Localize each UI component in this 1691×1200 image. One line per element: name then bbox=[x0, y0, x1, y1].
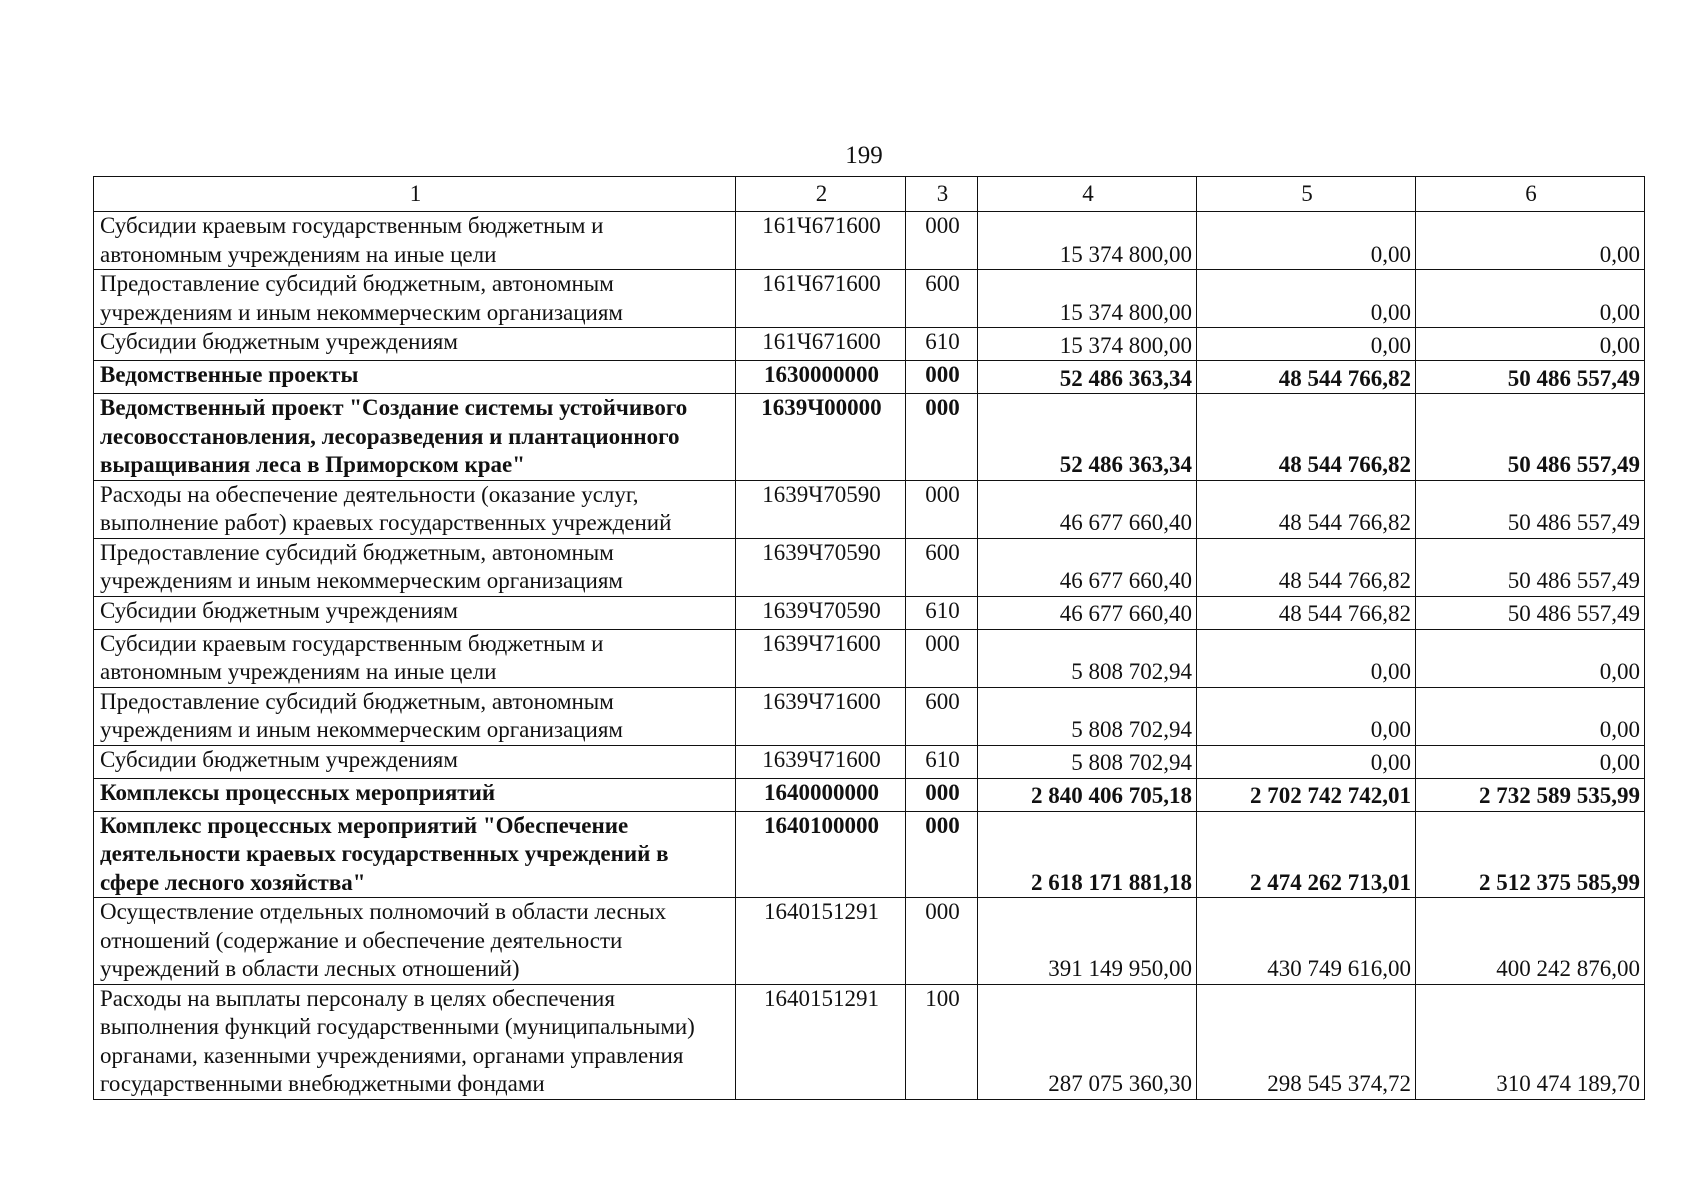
row-type-cell: 100 bbox=[906, 984, 978, 1099]
row-value-5-cell: 0,00 bbox=[1197, 629, 1416, 687]
row-type-cell: 000 bbox=[906, 898, 978, 985]
table-row bbox=[94, 270, 1645, 328]
row-value-4-cell: 5 808 702,94 bbox=[978, 687, 1197, 745]
table-row bbox=[94, 596, 1645, 629]
row-value-6-cell: 0,00 bbox=[1416, 328, 1645, 361]
row-value-6-cell: 50 486 557,49 bbox=[1416, 394, 1645, 481]
row-value-5-cell: 0,00 bbox=[1197, 270, 1416, 328]
row-value-4-cell: 2 840 406 705,18 bbox=[978, 778, 1197, 811]
row-value-4-cell: 287 075 360,30 bbox=[978, 984, 1197, 1099]
table-row bbox=[94, 984, 1645, 1099]
row-code-cell: 1640151291 bbox=[736, 984, 906, 1099]
row-name-cell: Осуществление отдельных полномочий в области лесных отношений (содержание и обеспечение деятельности учреждений в области лесных отношений) bbox=[94, 898, 736, 985]
row-code-cell: 1639Ч00000 bbox=[736, 394, 906, 481]
table-row bbox=[94, 778, 1645, 811]
budget-table bbox=[93, 176, 1645, 1100]
table-row bbox=[94, 538, 1645, 596]
row-type-cell: 000 bbox=[906, 480, 978, 538]
row-value-6-cell: 400 242 876,00 bbox=[1416, 898, 1645, 985]
row-name-cell: Субсидии бюджетным учреждениям bbox=[94, 745, 736, 778]
row-value-4-cell: 46 677 660,40 bbox=[978, 596, 1197, 629]
row-name-cell: Субсидии бюджетным учреждениям bbox=[94, 328, 736, 361]
row-value-4-cell: 15 374 800,00 bbox=[978, 328, 1197, 361]
row-type-cell: 610 bbox=[906, 596, 978, 629]
table-row bbox=[94, 328, 1645, 361]
row-value-4-cell: 52 486 363,34 bbox=[978, 394, 1197, 481]
row-name-cell: Расходы на обеспечение деятельности (оказание услуг, выполнение работ) краевых государственных учреждений bbox=[94, 480, 736, 538]
row-code-cell: 1640100000 bbox=[736, 811, 906, 898]
row-name-cell: Субсидии бюджетным учреждениям bbox=[94, 596, 736, 629]
row-name-cell: Комплексы процессных мероприятий bbox=[94, 778, 736, 811]
row-name-cell: Субсидии краевым государственным бюджетным и автономным учреждениям на иные цели bbox=[94, 212, 736, 270]
row-value-4-cell: 5 808 702,94 bbox=[978, 629, 1197, 687]
row-code-cell: 1640151291 bbox=[736, 898, 906, 985]
row-value-5-cell: 48 544 766,82 bbox=[1197, 480, 1416, 538]
row-value-5-cell: 0,00 bbox=[1197, 745, 1416, 778]
row-value-5-cell: 0,00 bbox=[1197, 687, 1416, 745]
row-name-cell: Субсидии краевым государственным бюджетным и автономным учреждениям на иные цели bbox=[94, 629, 736, 687]
row-code-cell: 1639Ч70590 bbox=[736, 538, 906, 596]
row-value-6-cell: 310 474 189,70 bbox=[1416, 984, 1645, 1099]
row-type-cell: 000 bbox=[906, 212, 978, 270]
row-code-cell: 161Ч671600 bbox=[736, 212, 906, 270]
row-type-cell: 600 bbox=[906, 270, 978, 328]
row-code-cell: 1639Ч71600 bbox=[736, 629, 906, 687]
header-cell-6: 6 bbox=[1416, 177, 1645, 212]
header-cell-5: 5 bbox=[1197, 177, 1416, 212]
row-value-5-cell: 48 544 766,82 bbox=[1197, 361, 1416, 394]
page-number: 199 bbox=[845, 142, 883, 169]
row-value-5-cell: 48 544 766,82 bbox=[1197, 538, 1416, 596]
row-type-cell: 000 bbox=[906, 361, 978, 394]
header-cell-1: 1 bbox=[94, 177, 736, 212]
row-type-cell: 000 bbox=[906, 394, 978, 481]
row-name-cell: Ведомственный проект "Создание системы устойчивого лесовосстановления, лесоразведения и плантационного выращивания леса в Приморском крае" bbox=[94, 394, 736, 481]
table-row bbox=[94, 480, 1645, 538]
table-header-row bbox=[94, 177, 1645, 212]
table-row bbox=[94, 394, 1645, 481]
row-value-6-cell: 0,00 bbox=[1416, 687, 1645, 745]
row-type-cell: 610 bbox=[906, 328, 978, 361]
row-type-cell: 600 bbox=[906, 687, 978, 745]
row-value-6-cell: 0,00 bbox=[1416, 629, 1645, 687]
row-code-cell: 161Ч671600 bbox=[736, 270, 906, 328]
row-code-cell: 1639Ч71600 bbox=[736, 687, 906, 745]
row-value-4-cell: 46 677 660,40 bbox=[978, 538, 1197, 596]
row-value-5-cell: 48 544 766,82 bbox=[1197, 394, 1416, 481]
table-row bbox=[94, 811, 1645, 898]
row-value-4-cell: 52 486 363,34 bbox=[978, 361, 1197, 394]
row-type-cell: 610 bbox=[906, 745, 978, 778]
row-code-cell: 1639Ч70590 bbox=[736, 596, 906, 629]
row-code-cell: 1639Ч70590 bbox=[736, 480, 906, 538]
row-value-5-cell: 298 545 374,72 bbox=[1197, 984, 1416, 1099]
row-name-cell: Предоставление субсидий бюджетным, автономным учреждениям и иным некоммерческим организациям bbox=[94, 270, 736, 328]
row-type-cell: 600 bbox=[906, 538, 978, 596]
row-type-cell: 000 bbox=[906, 778, 978, 811]
row-value-6-cell: 0,00 bbox=[1416, 745, 1645, 778]
header-cell-4: 4 bbox=[978, 177, 1197, 212]
row-type-cell: 000 bbox=[906, 629, 978, 687]
row-value-6-cell: 50 486 557,49 bbox=[1416, 538, 1645, 596]
row-name-cell: Расходы на выплаты персоналу в целях обеспечения выполнения функций государственными (муниципальными) органами, казенными учреждениями, органами управления государственными внебюджетными фондами bbox=[94, 984, 736, 1099]
row-value-6-cell: 50 486 557,49 bbox=[1416, 596, 1645, 629]
row-value-6-cell: 0,00 bbox=[1416, 212, 1645, 270]
row-type-cell: 000 bbox=[906, 811, 978, 898]
table-row bbox=[94, 212, 1645, 270]
row-code-cell: 1639Ч71600 bbox=[736, 745, 906, 778]
row-value-4-cell: 15 374 800,00 bbox=[978, 212, 1197, 270]
row-code-cell: 1630000000 bbox=[736, 361, 906, 394]
table-row bbox=[94, 629, 1645, 687]
row-code-cell: 161Ч671600 bbox=[736, 328, 906, 361]
table-row bbox=[94, 745, 1645, 778]
header-cell-3: 3 bbox=[906, 177, 978, 212]
table-row bbox=[94, 687, 1645, 745]
row-name-cell: Предоставление субсидий бюджетным, автономным учреждениям и иным некоммерческим организациям bbox=[94, 538, 736, 596]
row-value-5-cell: 2 474 262 713,01 bbox=[1197, 811, 1416, 898]
row-value-5-cell: 2 702 742 742,01 bbox=[1197, 778, 1416, 811]
header-cell-2: 2 bbox=[736, 177, 906, 212]
row-value-5-cell: 48 544 766,82 bbox=[1197, 596, 1416, 629]
row-value-4-cell: 391 149 950,00 bbox=[978, 898, 1197, 985]
row-value-4-cell: 46 677 660,40 bbox=[978, 480, 1197, 538]
row-value-4-cell: 5 808 702,94 bbox=[978, 745, 1197, 778]
table-row bbox=[94, 361, 1645, 394]
row-value-6-cell: 50 486 557,49 bbox=[1416, 361, 1645, 394]
row-value-6-cell: 2 732 589 535,99 bbox=[1416, 778, 1645, 811]
table-row bbox=[94, 898, 1645, 985]
row-value-4-cell: 2 618 171 881,18 bbox=[978, 811, 1197, 898]
row-value-6-cell: 50 486 557,49 bbox=[1416, 480, 1645, 538]
row-value-6-cell: 0,00 bbox=[1416, 270, 1645, 328]
row-value-5-cell: 0,00 bbox=[1197, 212, 1416, 270]
row-value-5-cell: 430 749 616,00 bbox=[1197, 898, 1416, 985]
row-value-6-cell: 2 512 375 585,99 bbox=[1416, 811, 1645, 898]
row-name-cell: Комплекс процессных мероприятий "Обеспечение деятельности краевых государственных учреждений в сфере лесного хозяйства" bbox=[94, 811, 736, 898]
row-name-cell: Предоставление субсидий бюджетным, автономным учреждениям и иным некоммерческим организациям bbox=[94, 687, 736, 745]
row-code-cell: 1640000000 bbox=[736, 778, 906, 811]
row-value-5-cell: 0,00 bbox=[1197, 328, 1416, 361]
row-value-4-cell: 15 374 800,00 bbox=[978, 270, 1197, 328]
row-name-cell: Ведомственные проекты bbox=[94, 361, 736, 394]
